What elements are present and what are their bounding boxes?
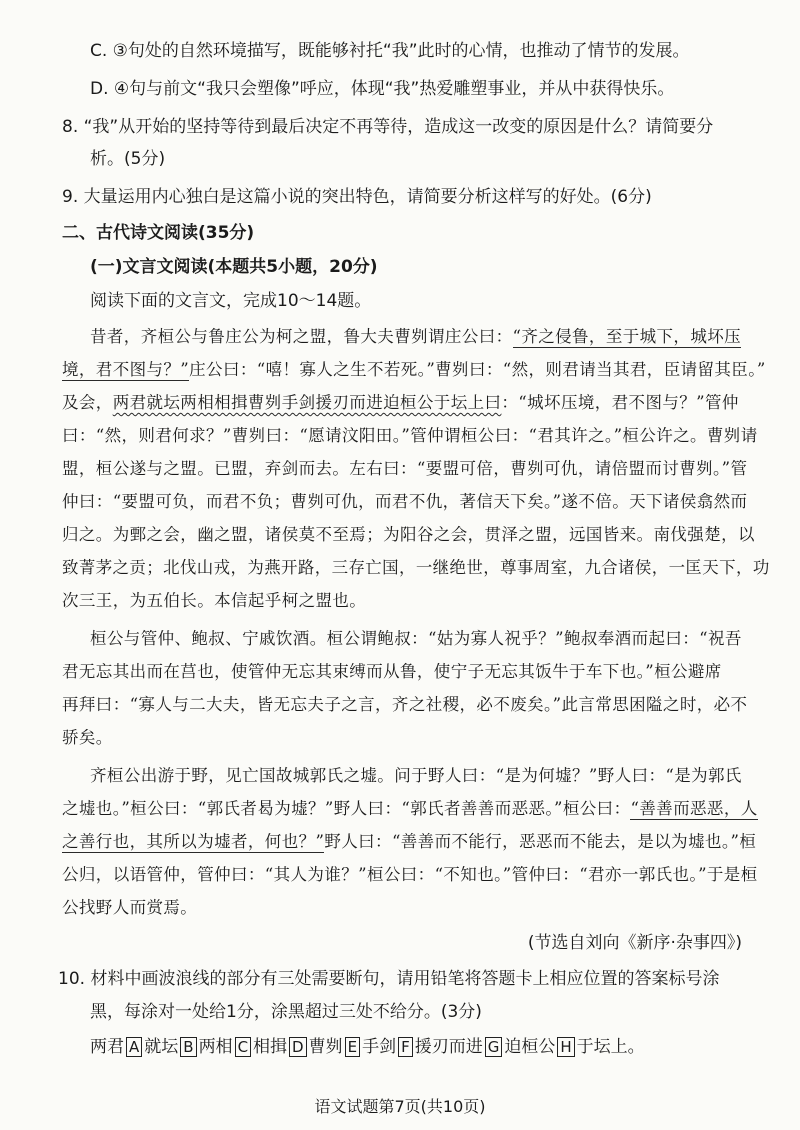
- underlined-sentence: “善善而恶恶，人: [630, 799, 758, 818]
- passage-line: 再拜曰：“寡人与二大夫，皆无忘夫子之言，齐之社稷，必不废矣。”此言常思困隘之时，必不: [62, 695, 748, 714]
- passage-text: 野人曰：“善善而不能行，恶恶而不能去，是以为墟也。”桓: [324, 832, 757, 851]
- break-option-a[interactable]: A: [126, 1037, 142, 1057]
- passage-text: 昔者，齐桓公与鲁庄公为柯之盟，鲁大夫曹刿谓庄公曰：: [90, 327, 513, 346]
- section-title: 二、古代诗文阅读(35分): [62, 223, 255, 243]
- passage-line: [62, 359, 766, 381]
- passage-line: [62, 831, 756, 853]
- underlined-sentence: 之善行也，其所以为墟者，何也？”: [62, 832, 325, 851]
- passage-line: 桓公与管仲、鲍叔、宁戚饮酒。桓公谓鲍叔：“姑为寡人祝乎？”鲍叔奉酒而起曰：“祝吾: [90, 629, 742, 648]
- passage-line: [62, 392, 739, 414]
- passage-line: 曰：“然，则君何求？”曹刿曰：“愿请汶阳田。”管仲谓桓公曰：“君其许之。”桓公许之。曹刿请: [62, 426, 758, 445]
- section-sub-title: (一)文言文阅读(本题共5小题，20分): [90, 257, 378, 277]
- q9-text: 9. 大量运用内心独白是这篇小说的突出特色，请简要分析这样写的好处。(6分): [62, 187, 652, 207]
- passage-line: 仲曰：“要盟可负，而君不负；曹刿可仇，而君不仇，著信天下矣。”遂不倍。天下诸侯翕然而: [62, 492, 748, 511]
- passage-text: 及会，: [62, 393, 113, 412]
- passage-line: 君无忘其出而在莒也，使管仲无忘其束缚而从鲁，使宁子无忘其饭牛于车下也。”桓公避席: [62, 662, 722, 681]
- passage-line: 致菁茅之贡；北伐山戎，为燕开路，三存亡国，一继绝世，尊事周室，九合诸侯，一匡天下，功: [62, 558, 770, 577]
- break-option-f[interactable]: F: [398, 1037, 413, 1057]
- passage-line: 齐桓公出游于野，见亡国故城郭氏之墟。问于野人曰：“是为何墟？”野人曰：“是为郭氏: [90, 766, 742, 785]
- passage-text: 之墟也。”桓公曰：“郭氏者曷为墟？”野人曰：“郭氏者善善而恶恶。”桓公曰：: [62, 799, 631, 818]
- q7-option-d: D. ④句与前文“我只会塑像”呼应，体现“我”热爱雕塑事业，并从中获得快乐。: [90, 79, 675, 99]
- passage-line: 公归，以语管仲，管仲曰：“其人为谁？”桓公曰：“不知也。”管仲曰：“君亦一郭氏也。”于是桓: [62, 865, 758, 884]
- break-option-b[interactable]: B: [180, 1037, 196, 1057]
- instruction: 阅读下面的文言文，完成10～14题。: [90, 291, 372, 311]
- break-segment: 就坛: [144, 1037, 179, 1057]
- underlined-sentence: 境，君不图与？”: [62, 360, 190, 379]
- passage-line: 次三王，为五伯长。本信起乎柯之盟也。: [62, 591, 367, 610]
- break-option-g[interactable]: G: [485, 1037, 503, 1057]
- break-segment: 于坛上。: [576, 1037, 645, 1057]
- page-footer: 语文试题第7页(共10页): [314, 1097, 486, 1116]
- break-segment: 两相: [198, 1037, 233, 1057]
- passage-line: 骄矣。: [62, 728, 113, 747]
- break-option-h[interactable]: H: [557, 1037, 574, 1057]
- q8-line2: 析。(5分): [90, 149, 166, 169]
- break-segment: 相揖: [253, 1037, 288, 1057]
- break-segment: 手剑: [362, 1037, 397, 1057]
- passage-line: [90, 326, 741, 348]
- q10-line2: 黑，每涂对一处给1分，涂黑超过三处不给分。(3分): [90, 1002, 482, 1022]
- sentence-break-options: [90, 1036, 645, 1058]
- break-option-d[interactable]: D: [289, 1037, 307, 1057]
- passage-text: 庄公曰：“嘻！寡人之生不若死。”曹刿曰：“然，则君请当其君，臣请留其臣。”: [189, 360, 766, 379]
- break-segment: 援刃而进: [414, 1037, 483, 1057]
- passage-source: (节选自刘向《新序·杂事四》): [527, 933, 742, 953]
- passage-line: [62, 798, 758, 820]
- break-segment: 迫桓公: [504, 1037, 556, 1057]
- q8-line1: 8. “我”从开始的坚持等待到最后决定不再等待，造成这一改变的原因是什么？请简要分: [62, 117, 714, 137]
- q7-option-c: C. ③句处的自然环境描写，既能够衬托“我”此时的心情，也推动了情节的发展。: [90, 41, 690, 61]
- passage-line: 公找野人而赏焉。: [62, 898, 198, 917]
- wavy-underline-text: 两君就坛两相相揖曹刿手剑援刃而进迫桓公于坛上曰: [112, 393, 502, 412]
- passage-line: 盟，桓公遂与之盟。已盟，弃剑而去。左右曰：“要盟可倍，曹刿可仇，请倍盟而讨曹刿。”管: [62, 459, 748, 478]
- q10-line1: 10. 材料中画波浪线的部分有三处需要断句，请用铅笔将答题卡上相应位置的答案标号涂: [58, 969, 720, 989]
- passage-text: ：“城坏压境，君不图与？”管仲: [501, 393, 739, 412]
- break-segment: 曹刿: [308, 1037, 343, 1057]
- passage-line: 归之。为鄄之会，幽之盟，诸侯莫不至焉；为阳谷之会，贯泽之盟，远国皆来。南伐强楚，以: [62, 525, 755, 544]
- underlined-sentence: “齐之侵鲁，至于城下，城坏压: [512, 327, 742, 346]
- break-option-e[interactable]: E: [345, 1037, 360, 1057]
- break-segment: 两君: [90, 1037, 124, 1057]
- break-option-c[interactable]: C: [235, 1037, 251, 1057]
